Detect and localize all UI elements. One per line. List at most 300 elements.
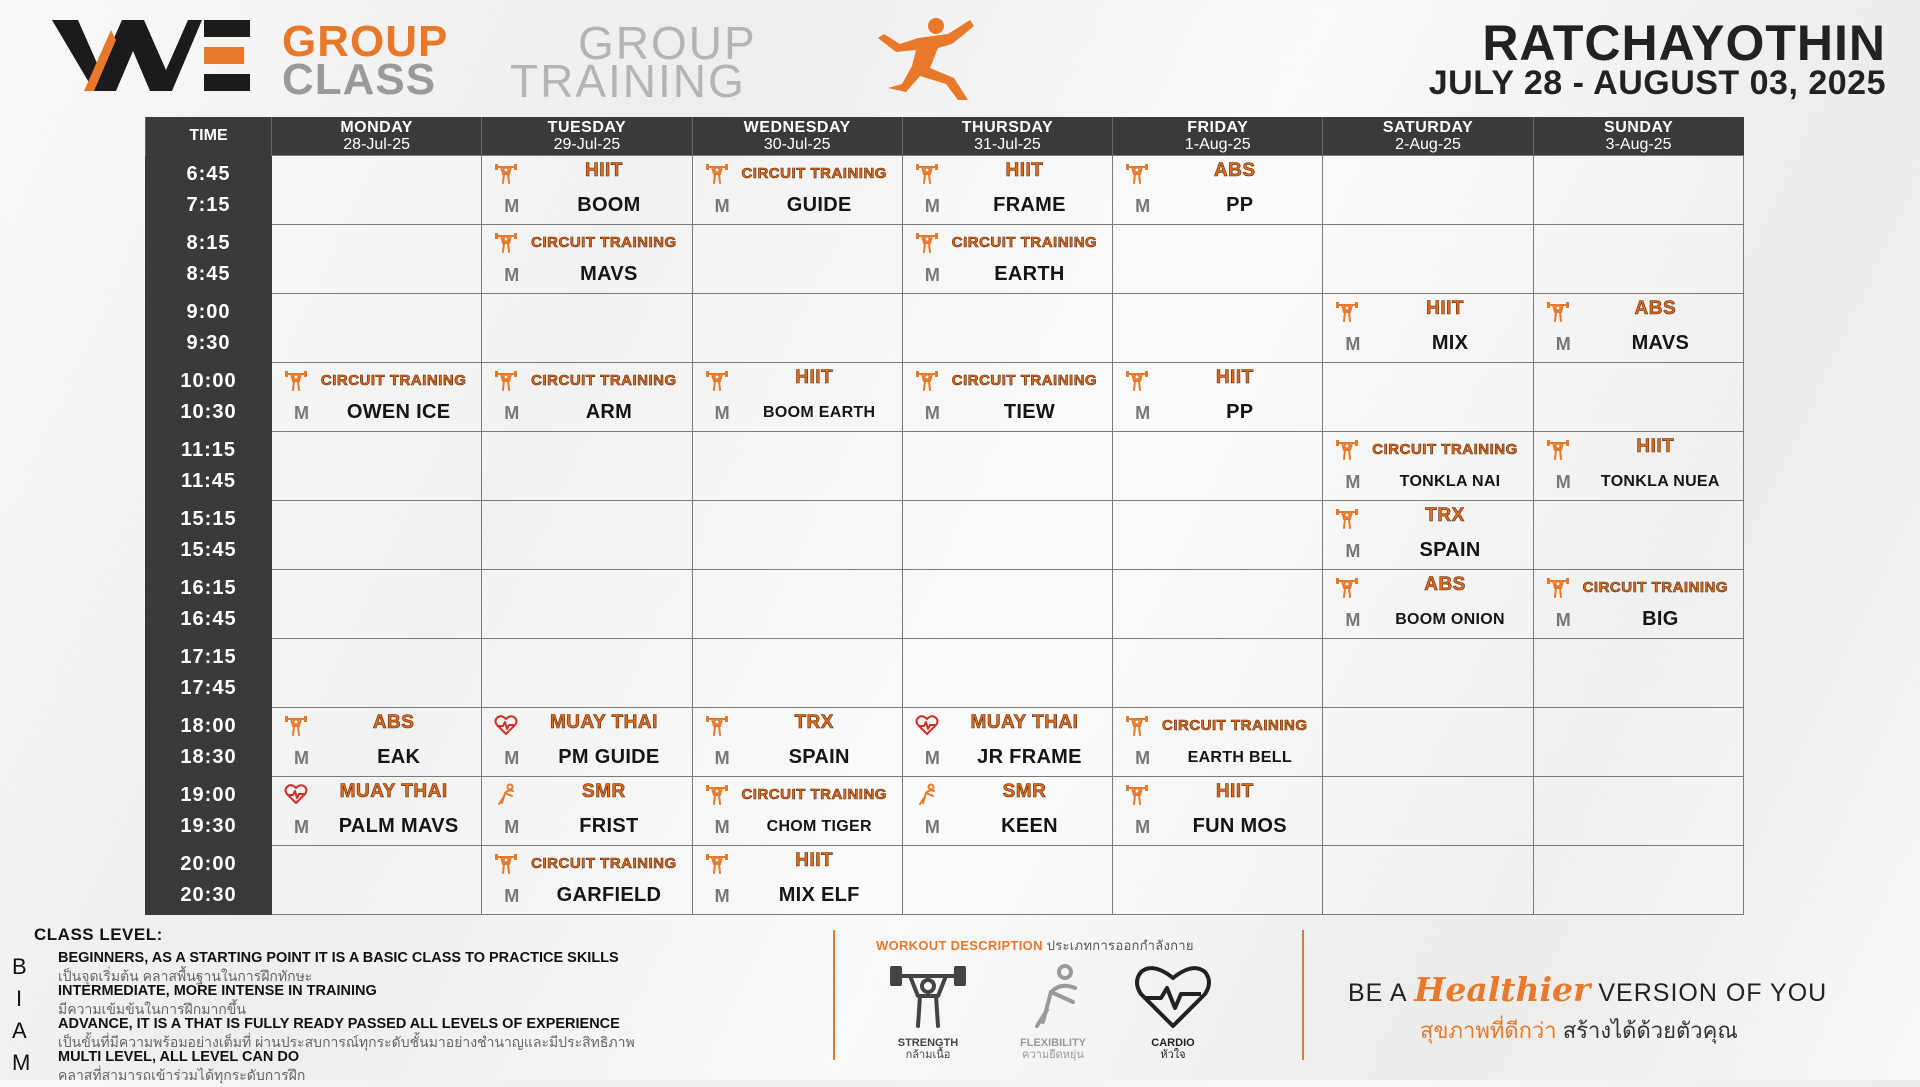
slot-end-time: 11:45: [180, 470, 237, 492]
class-entry[interactable]: [1323, 432, 1532, 500]
coach-name: MAVS: [580, 263, 638, 285]
schedule-cell-sunday[interactable]: [1533, 432, 1743, 501]
class-name: ABS: [1424, 574, 1466, 595]
slot-start-time: 11:15: [180, 439, 237, 461]
class-entry[interactable]: [482, 225, 691, 293]
class-entry[interactable]: [903, 777, 1112, 845]
class-level: M: [714, 817, 730, 837]
time-column-header: TIME: [146, 117, 272, 156]
schedule-cell-tuesday[interactable]: [482, 777, 692, 846]
schedule-cell-friday: [1113, 432, 1323, 501]
class-level: M: [1135, 817, 1151, 837]
slot-end-time: 8:45: [186, 263, 231, 285]
class-entry[interactable]: [693, 156, 902, 224]
class-name: HIIT: [795, 850, 834, 871]
strength-icon: [705, 162, 729, 184]
class-level: M: [294, 817, 309, 837]
class-level: M: [714, 886, 730, 906]
slot-end-time: 10:30: [180, 401, 237, 423]
time-slot: [146, 501, 272, 570]
coach-name: KEEN: [1001, 815, 1058, 837]
schedule-cell-sunday: [1533, 156, 1743, 225]
class-entry[interactable]: [1113, 708, 1322, 776]
class-level-title: CLASS LEVEL:: [34, 925, 163, 944]
class-level: M: [1555, 472, 1571, 492]
strength-icon: [705, 852, 729, 874]
slogan-healthier: Healthier: [1414, 970, 1591, 1009]
coach-name: BIG: [1642, 608, 1679, 630]
coach-name: BOOM ONION: [1395, 611, 1505, 628]
schedule-cell-thursday: [902, 501, 1112, 570]
level-desc-multi: MULTI LEVEL, ALL LEVEL CAN DO: [58, 1049, 300, 1065]
coach-name: CHOM TIGER: [766, 818, 872, 835]
time-slot-row: [146, 156, 1744, 225]
class-entry[interactable]: [1534, 294, 1743, 362]
coach-name: EARTH: [994, 263, 1065, 285]
class-level: M: [1555, 334, 1571, 354]
class-level: M: [1345, 334, 1361, 354]
schedule-table: [145, 117, 1744, 915]
level-desc-beginner: BEGINNERS, AS A STARTING POINT IT IS A BASIC CLASS TO PRACTICE SKILLS: [58, 950, 619, 966]
schedule-cell-tuesday[interactable]: [482, 225, 692, 294]
cardio-label: CARDIO: [1151, 1037, 1195, 1049]
schedule-cell-sunday: [1533, 501, 1743, 570]
flexibility-icon: [494, 783, 518, 805]
class-name: CIRCUIT TRAINING: [1582, 579, 1729, 596]
schedule-cell-wednesday[interactable]: [692, 777, 902, 846]
schedule-cell-saturday: [1323, 363, 1533, 432]
day-header-tuesday: [482, 117, 692, 156]
workout-cardio: [1113, 962, 1233, 1061]
class-entry[interactable]: [903, 225, 1112, 293]
cardio-icon: [494, 714, 518, 736]
schedule-cell-sunday: [1533, 846, 1743, 915]
time-slot-row: [146, 225, 1744, 294]
class-name: HIIT: [1005, 160, 1044, 181]
coach-name: MIX ELF: [778, 884, 860, 906]
schedule-cell-friday: [1113, 639, 1323, 708]
schedule-body: [146, 156, 1744, 915]
time-slot-row: [146, 294, 1744, 363]
schedule-cell-wednesday[interactable]: [692, 156, 902, 225]
class-name: CIRCUIT TRAINING: [320, 372, 467, 389]
coach-name: GUIDE: [786, 194, 852, 216]
workout-strength: [868, 962, 988, 1061]
slot-end-time: 20:30: [180, 884, 237, 906]
strength-icon: [1335, 576, 1359, 598]
slot-end-time: 15:45: [180, 539, 237, 561]
slot-end-time: 19:30: [180, 815, 237, 837]
schedule-cell-tuesday: [482, 501, 692, 570]
class-entry[interactable]: [272, 363, 481, 431]
class-entry[interactable]: [693, 777, 902, 845]
flexibility-label-th: ความยืดหยุ่น: [1022, 1049, 1084, 1061]
class-entry[interactable]: [1113, 777, 1322, 845]
class-level: M: [714, 748, 730, 768]
class-level: M: [504, 196, 520, 216]
time-slot-row: [146, 708, 1744, 777]
schedule-cell-thursday: [902, 570, 1112, 639]
schedule-cell-tuesday: [482, 639, 692, 708]
schedule-cell-wednesday: [692, 570, 902, 639]
coach-name: EAK: [377, 746, 421, 768]
coach-name: MAVS: [1631, 332, 1690, 354]
schedule-cell-tuesday[interactable]: [482, 708, 692, 777]
time-slot-row: [146, 363, 1744, 432]
slogan-thai: [1420, 1013, 1738, 1048]
strength-label: STRENGTH: [897, 1037, 959, 1049]
runner-icon: [858, 16, 978, 101]
strength-icon: [284, 369, 308, 391]
class-entry[interactable]: [1323, 570, 1532, 638]
slot-end-time: 7:15: [186, 194, 231, 216]
coach-name: PP: [1226, 401, 1254, 423]
coach-name: TIEW: [1003, 401, 1056, 423]
class-level: M: [924, 403, 940, 423]
class-entry[interactable]: [482, 708, 691, 776]
time-slot: [146, 156, 272, 225]
day-name: SUNDAY: [1604, 119, 1674, 136]
class-name: HIIT: [584, 160, 623, 181]
time-slot-row: [146, 777, 1744, 846]
cardio-label-th: หัวใจ: [1160, 1049, 1186, 1061]
slogan-post: VERSION OF YOU: [1598, 979, 1828, 1007]
class-entry[interactable]: [693, 846, 902, 914]
coach-name: SPAIN: [1419, 539, 1481, 561]
schedule-cell-saturday[interactable]: [1323, 432, 1533, 501]
class-level: M: [924, 196, 940, 216]
schedule-cell-saturday: [1323, 846, 1533, 915]
day-date: 1-Aug-25: [1184, 136, 1251, 153]
day-header-monday: [272, 117, 482, 156]
class-entry[interactable]: [903, 363, 1112, 431]
day-date: 2-Aug-25: [1395, 136, 1461, 153]
schedule-cell-saturday: [1323, 225, 1533, 294]
strength-icon: [494, 162, 518, 184]
strength-icon: [1335, 507, 1359, 529]
schedule-cell-monday: [272, 570, 482, 639]
schedule-dates: JULY 28 - AUGUST 03, 2025: [1428, 64, 1886, 102]
slogan-pre: BE A: [1348, 979, 1407, 1007]
schedule-cell-thursday[interactable]: [902, 363, 1112, 432]
schedule-cell-friday[interactable]: [1113, 156, 1323, 225]
schedule-cell-wednesday: [692, 639, 902, 708]
class-entry[interactable]: [272, 777, 481, 845]
level-letter-i: I: [16, 986, 23, 1011]
strength-icon: [1546, 300, 1570, 322]
slot-start-time: 18:00: [180, 715, 237, 737]
level-desc-advance-th: เป็นขั้นที่มีความพร้อมอย่างเต็มที่ ผ่านประสบการณ์ทุกระดับชั้นมาอย่างชำนาญและมีประสิทธิภาพ: [58, 1034, 635, 1050]
strength-icon: [494, 852, 518, 874]
slot-end-time: 18:30: [180, 746, 237, 768]
class-name: CIRCUIT TRAINING: [741, 786, 887, 803]
class-name: CIRCUIT TRAINING: [951, 372, 1098, 389]
slot-start-time: 10:00: [180, 370, 237, 392]
flexibility-icon: [1013, 962, 1093, 1032]
we-logo: [52, 18, 252, 93]
workout-title-en: WORKOUT DESCRIPTION: [876, 938, 1043, 953]
time-slot-row: [146, 501, 1744, 570]
slot-start-time: 8:15: [186, 232, 231, 254]
class-name: CIRCUIT TRAINING: [531, 234, 677, 251]
schedule-cell-monday[interactable]: [272, 708, 482, 777]
slogan: [1348, 970, 1827, 1009]
strength-icon: [494, 231, 518, 253]
schedule-cell-monday: [272, 432, 482, 501]
class-name: ABS: [372, 712, 415, 733]
day-date: 3-Aug-25: [1605, 136, 1672, 153]
time-slot: [146, 432, 272, 501]
slot-start-time: 15:15: [180, 508, 237, 530]
class-entry[interactable]: [693, 363, 902, 431]
coach-name: OWEN ICE: [346, 401, 451, 423]
schedule-cell-friday: [1113, 570, 1323, 639]
schedule-cell-wednesday: [692, 432, 902, 501]
schedule-cell-sunday: [1533, 363, 1743, 432]
time-slot-row: [146, 432, 1744, 501]
strength-icon: [1546, 576, 1570, 598]
schedule-cell-tuesday[interactable]: [482, 156, 692, 225]
class-entry[interactable]: [1323, 294, 1532, 362]
level-desc-multi-th: คลาสที่สามารถเข้าร่วมได้ทุกระดับการฝึก: [58, 1067, 306, 1083]
day-name: WEDNESDAY: [743, 119, 851, 136]
schedule-cell-wednesday[interactable]: [692, 363, 902, 432]
strength-icon: [494, 369, 518, 391]
level-letter-a: A: [12, 1018, 27, 1043]
schedule-cell-wednesday: [692, 225, 902, 294]
level-desc-intermediate: INTERMEDIATE, MORE INTENSE IN TRAINING: [58, 983, 377, 999]
class-level: M: [714, 196, 730, 216]
class-name: MUAY THAI: [549, 712, 658, 733]
slogan-th-orange: สุขภาพที่ดีกว่า: [1420, 1018, 1557, 1043]
day-date: 30-Jul-25: [763, 136, 831, 153]
coach-name: PP: [1226, 194, 1254, 216]
schedule-cell-saturday[interactable]: [1323, 570, 1533, 639]
branch-name: RATCHAYOTHIN: [1482, 15, 1886, 71]
time-slot: [146, 570, 272, 639]
class-name: CIRCUIT TRAINING: [1162, 717, 1308, 734]
class-name: ABS: [1634, 298, 1677, 319]
level-letter-m: M: [12, 1050, 31, 1075]
class-entry[interactable]: [1113, 363, 1322, 431]
class-level: M: [294, 748, 309, 768]
strength-icon: [1335, 438, 1359, 460]
coach-name: BOOM EARTH: [763, 404, 876, 421]
strength-icon: [1125, 783, 1149, 805]
title-training: TRAINING: [510, 55, 746, 107]
coach-name: BOOM: [577, 194, 641, 216]
schedule-cell-sunday: [1533, 639, 1743, 708]
class-name: SMR: [582, 781, 626, 802]
slot-end-time: 9:30: [186, 332, 231, 354]
schedule-cell-thursday[interactable]: [902, 777, 1112, 846]
coach-name: JR FRAME: [977, 746, 1082, 768]
strength-icon: [915, 369, 939, 391]
strength-icon: [915, 162, 939, 184]
schedule-cell-thursday[interactable]: [902, 225, 1112, 294]
class-name: TRX: [794, 712, 834, 733]
schedule-cell-friday[interactable]: [1113, 708, 1323, 777]
schedule-cell-monday: [272, 225, 482, 294]
slot-start-time: 9:00: [186, 301, 231, 323]
class-entry[interactable]: [482, 363, 691, 431]
level-desc-intermediate-th: มีความเข้มข้นในการฝึกมากขึ้น: [58, 1001, 246, 1017]
class-level: M: [1135, 748, 1151, 768]
schedule-cell-friday[interactable]: [1113, 363, 1323, 432]
schedule-cell-thursday: [902, 432, 1112, 501]
class-entry[interactable]: [693, 708, 902, 776]
class-level: M: [1345, 472, 1361, 492]
slot-start-time: 16:15: [180, 577, 237, 599]
cardio-icon: [915, 714, 939, 736]
level-desc-advance: ADVANCE, IT IS A THAT IS FULLY READY PASSED ALL LEVELS OF EXPERIENCE: [58, 1016, 620, 1032]
schedule-cell-friday[interactable]: [1113, 777, 1323, 846]
class-level: M: [504, 403, 520, 423]
workout-description-title: [876, 935, 1194, 956]
coach-name: FRIST: [579, 815, 639, 837]
cardio-icon: [284, 783, 308, 805]
class-entry[interactable]: [482, 846, 691, 914]
coach-name: EARTH BELL: [1187, 749, 1292, 766]
schedule-cell-tuesday: [482, 570, 692, 639]
class-entry[interactable]: [1534, 432, 1743, 500]
strength-icon: [1546, 438, 1570, 460]
day-name: TUESDAY: [547, 119, 627, 136]
schedule-cell-thursday[interactable]: [902, 156, 1112, 225]
class-name: CIRCUIT TRAINING: [1372, 441, 1518, 458]
day-name: MONDAY: [340, 119, 413, 136]
schedule-cell-wednesday[interactable]: [692, 708, 902, 777]
schedule-cell-tuesday: [482, 294, 692, 363]
schedule-cell-monday: [272, 846, 482, 915]
class-name: HIIT: [1636, 436, 1675, 457]
day-name: FRIDAY: [1187, 119, 1249, 136]
schedule-cell-tuesday[interactable]: [482, 363, 692, 432]
coach-name: MIX: [1431, 332, 1469, 354]
class-name: SMR: [1002, 781, 1047, 802]
class-level: M: [1135, 403, 1151, 423]
class-entry[interactable]: [903, 156, 1112, 224]
time-slot-row: [146, 570, 1744, 639]
class-name: MUAY THAI: [970, 712, 1079, 733]
schedule-cell-friday: [1113, 501, 1323, 570]
schedule-cell-sunday[interactable]: [1533, 570, 1743, 639]
schedule-cell-sunday: [1533, 708, 1743, 777]
coach-name: SPAIN: [788, 746, 850, 768]
coach-name: FUN MOS: [1192, 815, 1287, 837]
class-name: MUAY THAI: [339, 781, 448, 802]
class-entry[interactable]: [482, 156, 691, 224]
class-name: HIIT: [1426, 298, 1464, 319]
day-date: 31-Jul-25: [974, 136, 1041, 153]
class-level: M: [1555, 610, 1571, 630]
schedule-cell-saturday: [1323, 777, 1533, 846]
strength-icon: [705, 714, 729, 736]
schedule-cell-thursday[interactable]: [902, 708, 1112, 777]
schedule-cell-saturday[interactable]: [1323, 294, 1533, 363]
day-header-wednesday: [692, 117, 902, 156]
schedule-cell-wednesday[interactable]: [692, 846, 902, 915]
strength-icon: [888, 962, 968, 1032]
strength-icon: [1125, 714, 1149, 736]
class-entry[interactable]: [1113, 156, 1322, 224]
title-group-orange: GROUP: [282, 17, 449, 66]
slot-start-time: 17:15: [180, 646, 237, 668]
class-level: M: [924, 265, 940, 285]
coach-name: GARFIELD: [556, 884, 662, 906]
schedule-cell-saturday[interactable]: [1323, 501, 1533, 570]
level-letter-b: B: [12, 954, 27, 979]
schedule-cell-friday: [1113, 225, 1323, 294]
class-level: M: [504, 265, 520, 285]
class-name: CIRCUIT TRAINING: [531, 855, 677, 872]
class-level: M: [924, 748, 940, 768]
class-level: M: [924, 817, 940, 837]
coach-name: ARM: [585, 401, 633, 423]
schedule-cell-saturday: [1323, 156, 1533, 225]
class-name: CIRCUIT TRAINING: [531, 372, 677, 389]
coach-name: FRAME: [993, 194, 1066, 216]
cardio-icon: [1133, 962, 1213, 1032]
day-date: 29-Jul-25: [553, 136, 621, 153]
time-slot: [146, 225, 272, 294]
workout-title-th: ประเภทการออกกำลังกาย: [1046, 938, 1194, 953]
coach-name: TONKLA NUEA: [1600, 473, 1720, 490]
class-name: HIIT: [795, 367, 834, 388]
schedule-cell-friday: [1113, 294, 1323, 363]
class-level: M: [1345, 541, 1361, 561]
time-slot: [146, 777, 272, 846]
class-name: ABS: [1213, 160, 1256, 181]
class-entry[interactable]: [272, 708, 481, 776]
schedule-cell-wednesday: [692, 501, 902, 570]
strength-icon: [915, 231, 939, 253]
flexibility-label: FLEXIBILITY: [1020, 1037, 1086, 1049]
schedule-cell-thursday: [902, 294, 1112, 363]
schedule-cell-tuesday: [482, 432, 692, 501]
time-slot: [146, 363, 272, 432]
class-entry[interactable]: [482, 777, 691, 845]
class-entry[interactable]: [1534, 570, 1743, 638]
class-entry[interactable]: [903, 708, 1112, 776]
schedule-cell-saturday: [1323, 639, 1533, 708]
class-entry[interactable]: [1323, 501, 1532, 569]
class-name: TRX: [1425, 505, 1465, 526]
time-slot: [146, 708, 272, 777]
class-name: CIRCUIT TRAINING: [741, 165, 887, 182]
class-level: M: [294, 403, 309, 423]
schedule-cell-sunday: [1533, 777, 1743, 846]
schedule-cell-monday: [272, 501, 482, 570]
schedule-cell-tuesday[interactable]: [482, 846, 692, 915]
schedule-cell-sunday[interactable]: [1533, 294, 1743, 363]
schedule-cell-monday[interactable]: [272, 777, 482, 846]
class-name: CIRCUIT TRAINING: [951, 234, 1098, 251]
day-header-saturday: [1323, 117, 1533, 156]
slot-end-time: 17:45: [180, 677, 237, 699]
coach-name: TONKLA NAI: [1399, 473, 1501, 490]
slogan-th-rest: สร้างได้ด้วยตัวคุณ: [1562, 1018, 1738, 1043]
footer: [0, 920, 1920, 1083]
time-slot: [146, 294, 272, 363]
class-level: M: [1345, 610, 1361, 630]
class-level: M: [1135, 196, 1151, 216]
schedule-cell-monday: [272, 639, 482, 708]
class-schedule: [145, 117, 1744, 915]
schedule-cell-sunday: [1533, 225, 1743, 294]
class-level: M: [504, 886, 520, 906]
schedule-cell-monday[interactable]: [272, 363, 482, 432]
